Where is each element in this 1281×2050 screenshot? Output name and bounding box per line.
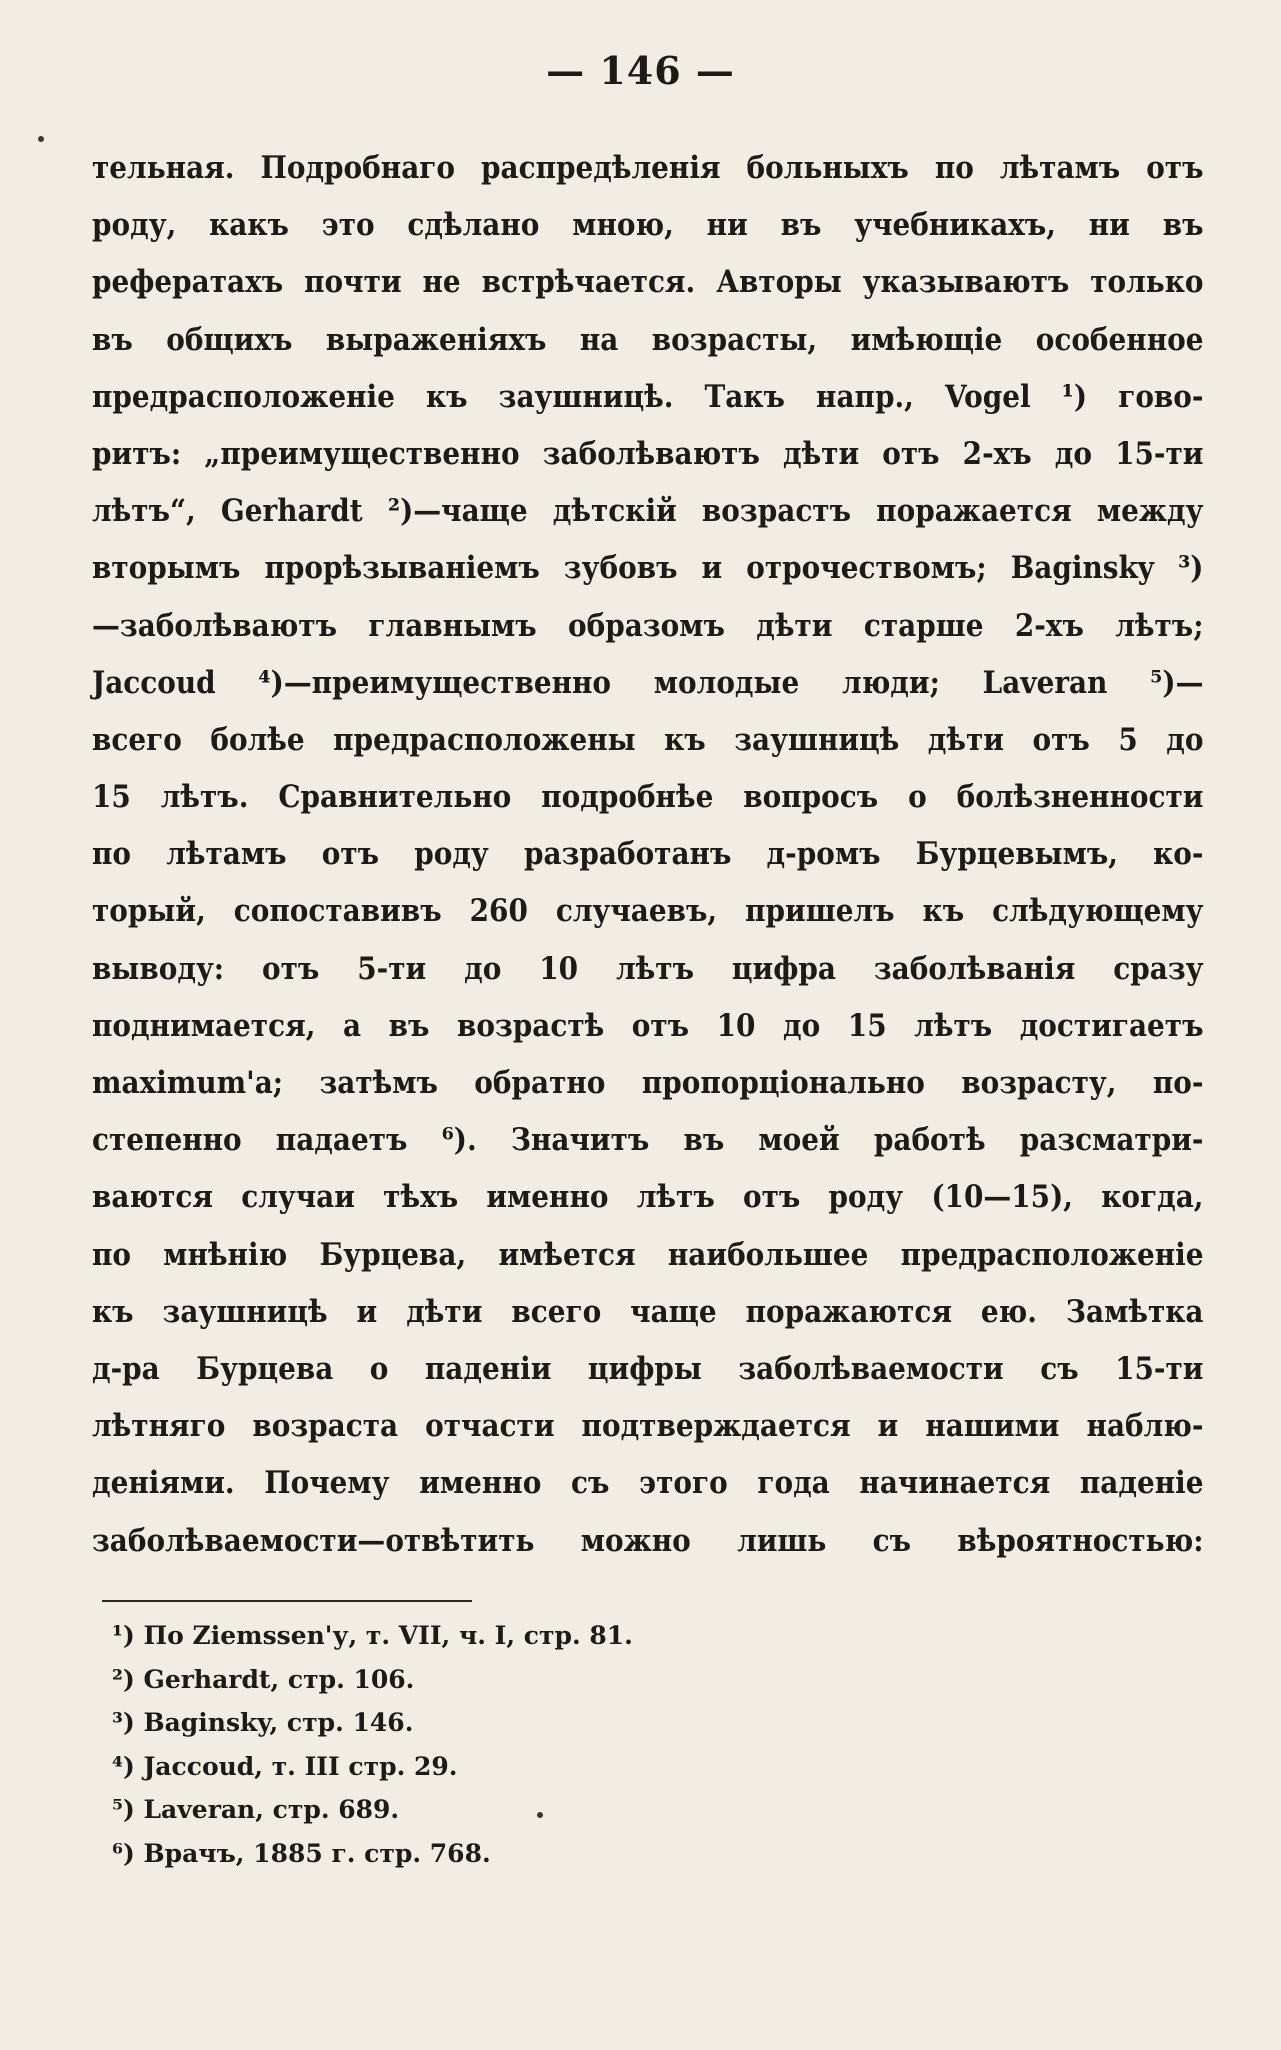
text-line: торый, сопоставивъ 260 случаевъ, пришелъ къ слѣдующему — [92, 893, 1204, 930]
text-line: Jaccoud ⁴)—преимущественно молодые люди; Laveran ⁵)— — [92, 664, 1204, 701]
text-line: въ общихъ выраженіяхъ на возрасты, имѣющіе особенное — [92, 321, 1204, 358]
text-line: лѣтняго возраста отчасти подтверждается и нашими наблю- — [92, 1408, 1204, 1445]
text-line: по лѣтамъ отъ роду разработанъ д-ромъ Бурцевымъ, ко- — [92, 836, 1204, 873]
footnote: ¹) По Ziemssen'у, т. VII, ч. I, стр. 81. — [112, 1621, 633, 1650]
text-line: лѣтъ“, Gerhardt ²)—чаще дѣтскій возрастъ поражается между — [92, 493, 1204, 530]
body-text — [92, 140, 1204, 1570]
text-line: —заболѣваютъ главнымъ образомъ дѣти старше 2-хъ лѣтъ; — [92, 607, 1204, 644]
text-line: ритъ: „преимущественно заболѣваютъ дѣти отъ 2-хъ до 15-ти — [92, 435, 1204, 472]
paper-speck — [537, 1812, 543, 1818]
footnote: ²) Gerhardt, стр. 106. — [112, 1664, 415, 1694]
text-line: 15 лѣтъ. Сравнительно подробнѣе вопросъ о болѣзненности — [92, 779, 1204, 816]
text-line: поднимается, а въ возрастѣ отъ 10 до 15 лѣтъ достигаетъ — [92, 1007, 1204, 1044]
text-line: ваются случаи тѣхъ именно лѣтъ отъ роду (10—15), когда, — [92, 1179, 1204, 1216]
text-line: вторымъ прорѣзываніемъ зубовъ и отрочествомъ; Baginsky ³) — [92, 550, 1204, 587]
text-line: предрасположеніе къ заушницѣ. Такъ напр., Vogel ¹) гово- — [92, 378, 1204, 415]
paper-speck — [38, 136, 44, 142]
page-number: — 146 — — [546, 48, 735, 93]
text-line: выводу: отъ 5-ти до 10 лѣтъ цифра заболѣванія сразу — [92, 950, 1204, 987]
text-line: заболѣваемости—отвѣтить можно лишь съ вѣроятностью: — [92, 1522, 1204, 1559]
text-line: по мнѣнію Бурцева, имѣется наибольшее предрасположеніе — [92, 1236, 1204, 1273]
text-line: деніями. Почему именно съ этого года начинается паденіе — [92, 1465, 1204, 1502]
text-line: всего болѣе предрасположены къ заушницѣ дѣти отъ 5 до — [92, 721, 1204, 758]
footnote: ⁶) Врачъ, 1885 г. стр. 768. — [112, 1838, 491, 1868]
text-line: д-ра Бурцева о паденіи цифры заболѣваемости съ 15-ти — [92, 1350, 1204, 1387]
footnote: ⁴) Jaccoud, т. III стр. 29. — [112, 1751, 458, 1781]
text-line: maximum'a; затѣмъ обратно пропорціонально возрасту, по- — [92, 1065, 1204, 1101]
text-line: степенно падаетъ ⁶). Значитъ въ моей работѣ разсматри- — [92, 1122, 1204, 1159]
text-line: тельная. Подробнаго распредѣленія больныхъ по лѣтамъ отъ — [92, 150, 1204, 186]
footnote: ³) Baginsky, стр. 146. — [112, 1708, 414, 1737]
footnotes — [112, 1614, 1012, 1875]
footnote: ⁵) Laveran, стр. 689. — [112, 1795, 400, 1824]
text-line: роду, какъ это сдѣлано мною, ни въ учебникахъ, ни въ — [92, 207, 1204, 244]
text-line: къ заушницѣ и дѣти всего чаще поражаются ею. Замѣтка — [92, 1293, 1204, 1330]
text-line: рефератахъ почти не встрѣчается. Авторы указываютъ только — [92, 264, 1204, 301]
footnote-divider — [102, 1600, 472, 1602]
